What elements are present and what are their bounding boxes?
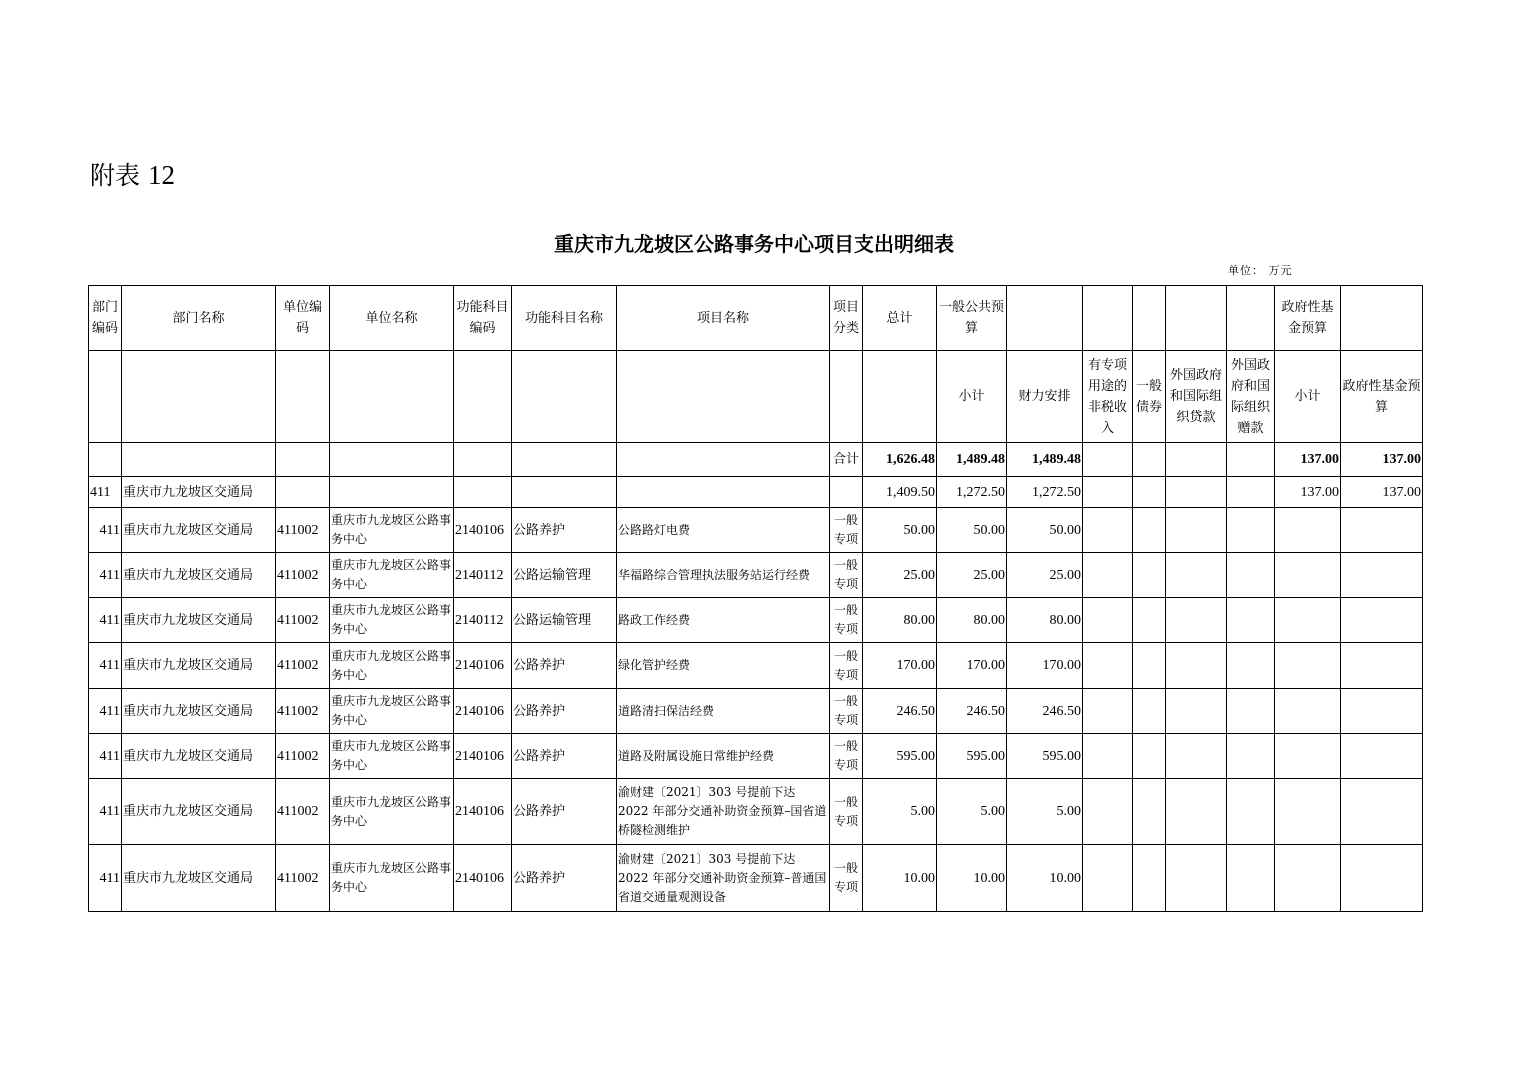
- row-dept-name: 重庆市九龙坡区交通局: [122, 689, 276, 734]
- header-project-name: 项目名称: [617, 286, 830, 351]
- cell-empty: [1166, 508, 1227, 553]
- dept-row-financial: 1,272.50: [1007, 477, 1083, 508]
- row-func-code: 2140106: [454, 845, 512, 912]
- row-func-code: 2140106: [454, 689, 512, 734]
- row-dept-name: 重庆市九龙坡区交通局: [122, 553, 276, 598]
- cell-empty: [1341, 553, 1423, 598]
- cell-empty: [1341, 779, 1423, 845]
- dept-row-name: 重庆市九龙坡区交通局: [122, 477, 276, 508]
- header-subtotal: 小计: [937, 351, 1007, 443]
- cell-empty: [330, 443, 454, 477]
- row-func-name: 公路运输管理: [512, 598, 617, 643]
- row-unit-code: 411002: [276, 553, 330, 598]
- row-dept-name: 重庆市九龙坡区交通局: [122, 598, 276, 643]
- cell-empty: [1227, 734, 1275, 779]
- row-dept-name: 重庆市九龙坡区交通局: [122, 508, 276, 553]
- row-project-name: 公路路灯电费: [617, 508, 830, 553]
- row-total: 25.00: [863, 553, 937, 598]
- table-row: [89, 598, 1423, 643]
- cell-empty: [1227, 598, 1275, 643]
- cell-empty: [1133, 689, 1166, 734]
- row-subtotal: 170.00: [937, 643, 1007, 689]
- project-expense-table: [88, 285, 1423, 912]
- cell-empty: [1275, 845, 1341, 912]
- row-func-name: 公路养护: [512, 508, 617, 553]
- row-financial: 50.00: [1007, 508, 1083, 553]
- header-empty: [1341, 286, 1423, 351]
- cell-empty: [1275, 508, 1341, 553]
- header-loan: 外国政府和国际组织贷款: [1166, 351, 1227, 443]
- total-total: 1,626.48: [863, 443, 937, 477]
- row-unit-name: 重庆市九龙坡区公路事务中心: [330, 689, 454, 734]
- header-dept-code: 部门编码: [89, 286, 122, 351]
- row-project-type: 一般专项: [830, 845, 863, 912]
- cell-empty: [1133, 779, 1166, 845]
- row-financial: 10.00: [1007, 845, 1083, 912]
- row-project-name: 华福路综合管理执法服务站运行经费: [617, 553, 830, 598]
- cell-empty: [1133, 598, 1166, 643]
- row-unit-code: 411002: [276, 643, 330, 689]
- cell-empty: [1133, 845, 1166, 912]
- cell-empty: [1133, 477, 1166, 508]
- header-empty: [1166, 286, 1227, 351]
- cell-empty: [1166, 553, 1227, 598]
- cell-empty: [1083, 477, 1133, 508]
- row-func-name: 公路养护: [512, 779, 617, 845]
- total-fund-budget: 137.00: [1341, 443, 1423, 477]
- row-dept-name: 重庆市九龙坡区交通局: [122, 845, 276, 912]
- row-project-name: 绿化管护经费: [617, 643, 830, 689]
- row-unit-code: 411002: [276, 734, 330, 779]
- row-dept-code: 411: [89, 779, 122, 845]
- row-dept-code: 411: [89, 734, 122, 779]
- table-row: [89, 734, 1423, 779]
- row-project-name: 道路及附属设施日常维护经费: [617, 734, 830, 779]
- table-row: [89, 779, 1423, 845]
- row-subtotal: 5.00: [937, 779, 1007, 845]
- row-func-code: 2140112: [454, 553, 512, 598]
- header-func-name: 功能科目名称: [512, 286, 617, 351]
- row-func-code: 2140112: [454, 598, 512, 643]
- table-row: [89, 689, 1423, 734]
- dept-row-subtotal: 1,272.50: [937, 477, 1007, 508]
- cell-empty: [1166, 643, 1227, 689]
- header-empty: [89, 351, 122, 443]
- header-empty: [1133, 286, 1166, 351]
- cell-empty: [1341, 508, 1423, 553]
- row-total: 5.00: [863, 779, 937, 845]
- dept-row-total: 1,409.50: [863, 477, 937, 508]
- cell-empty: [330, 477, 454, 508]
- cell-empty: [1133, 443, 1166, 477]
- row-total: 80.00: [863, 598, 937, 643]
- header-empty: [1007, 286, 1083, 351]
- row-func-name: 公路养护: [512, 845, 617, 912]
- total-label: 合计: [830, 443, 863, 477]
- row-project-name: 道路清扫保洁经费: [617, 689, 830, 734]
- total-financial: 1,489.48: [1007, 443, 1083, 477]
- row-total: 595.00: [863, 734, 937, 779]
- table-row: [89, 553, 1423, 598]
- row-subtotal: 80.00: [937, 598, 1007, 643]
- header-bond: 一般债券: [1133, 351, 1166, 443]
- cell-empty: [1166, 845, 1227, 912]
- cell-empty: [1166, 689, 1227, 734]
- row-unit-code: 411002: [276, 845, 330, 912]
- row-unit-name: 重庆市九龙坡区公路事务中心: [330, 845, 454, 912]
- cell-empty: [1166, 598, 1227, 643]
- cell-empty: [1227, 643, 1275, 689]
- header-row-2: [89, 351, 1423, 443]
- row-subtotal: 246.50: [937, 689, 1007, 734]
- cell-empty: [1275, 598, 1341, 643]
- row-func-code: 2140106: [454, 643, 512, 689]
- cell-empty: [1275, 553, 1341, 598]
- header-unit-code: 单位编码: [276, 286, 330, 351]
- header-empty: [122, 351, 276, 443]
- cell-empty: [1341, 845, 1423, 912]
- header-empty: [1227, 286, 1275, 351]
- total-subtotal: 1,489.48: [937, 443, 1007, 477]
- row-dept-code: 411: [89, 508, 122, 553]
- cell-empty: [1275, 734, 1341, 779]
- row-project-type: 一般专项: [830, 734, 863, 779]
- row-subtotal: 50.00: [937, 508, 1007, 553]
- header-fund-budget: 政府性基金预算: [1341, 351, 1423, 443]
- cell-empty: [1083, 734, 1133, 779]
- header-project-type: 项目分类: [830, 286, 863, 351]
- row-subtotal: 10.00: [937, 845, 1007, 912]
- header-empty: [617, 351, 830, 443]
- row-subtotal: 25.00: [937, 553, 1007, 598]
- cell-empty: [454, 443, 512, 477]
- row-unit-name: 重庆市九龙坡区公路事务中心: [330, 734, 454, 779]
- row-financial: 25.00: [1007, 553, 1083, 598]
- row-func-code: 2140106: [454, 734, 512, 779]
- cell-empty: [1083, 598, 1133, 643]
- row-project-type: 一般专项: [830, 779, 863, 845]
- row-total: 170.00: [863, 643, 937, 689]
- header-fund-subtotal: 小计: [1275, 351, 1341, 443]
- cell-empty: [617, 477, 830, 508]
- cell-empty: [1083, 779, 1133, 845]
- header-financial: 财力安排: [1007, 351, 1083, 443]
- cell-empty: [1133, 734, 1166, 779]
- row-project-type: 一般专项: [830, 508, 863, 553]
- page-title: 重庆市九龙坡区公路事务中心项目支出明细表: [554, 232, 954, 256]
- header-nontax: 有专项用途的非税收入: [1083, 351, 1133, 443]
- cell-empty: [1341, 689, 1423, 734]
- header-row-1: [89, 286, 1423, 351]
- row-func-name: 公路养护: [512, 734, 617, 779]
- cell-empty: [1083, 508, 1133, 553]
- row-unit-code: 411002: [276, 779, 330, 845]
- cell-empty: [1083, 553, 1133, 598]
- row-func-name: 公路运输管理: [512, 553, 617, 598]
- header-empty: [454, 351, 512, 443]
- cell-empty: [1227, 779, 1275, 845]
- row-financial: 80.00: [1007, 598, 1083, 643]
- row-unit-name: 重庆市九龙坡区公路事务中心: [330, 553, 454, 598]
- cell-empty: [1083, 443, 1133, 477]
- cell-empty: [276, 443, 330, 477]
- row-dept-code: 411: [89, 643, 122, 689]
- row-project-type: 一般专项: [830, 689, 863, 734]
- row-financial: 170.00: [1007, 643, 1083, 689]
- row-unit-name: 重庆市九龙坡区公路事务中心: [330, 598, 454, 643]
- cell-empty: [512, 477, 617, 508]
- dept-row-fund-subtotal: 137.00: [1275, 477, 1341, 508]
- row-financial: 5.00: [1007, 779, 1083, 845]
- cell-empty: [276, 477, 330, 508]
- row-dept-code: 411: [89, 689, 122, 734]
- header-dept-name: 部门名称: [122, 286, 276, 351]
- dept-row: [89, 477, 1423, 508]
- cell-empty: [512, 443, 617, 477]
- row-dept-name: 重庆市九龙坡区交通局: [122, 643, 276, 689]
- cell-empty: [1166, 477, 1227, 508]
- header-empty: [330, 351, 454, 443]
- cell-empty: [1133, 508, 1166, 553]
- cell-empty: [454, 477, 512, 508]
- row-project-name: 路政工作经费: [617, 598, 830, 643]
- table-row: [89, 845, 1423, 912]
- row-project-type: 一般专项: [830, 643, 863, 689]
- row-func-code: 2140106: [454, 508, 512, 553]
- attachment-label: [90, 156, 176, 192]
- row-dept-name: 重庆市九龙坡区交通局: [122, 734, 276, 779]
- row-financial: 246.50: [1007, 689, 1083, 734]
- cell-empty: [1227, 845, 1275, 912]
- row-unit-name: 重庆市九龙坡区公路事务中心: [330, 643, 454, 689]
- row-project-name: 渝财建〔2021〕303 号提前下达 2022 年部分交通补助资金预算–普通国省道交通量观测设备: [617, 845, 830, 912]
- row-func-name: 公路养护: [512, 643, 617, 689]
- cell-empty: [1275, 689, 1341, 734]
- cell-empty: [1133, 643, 1166, 689]
- table-row: [89, 508, 1423, 553]
- row-total: 50.00: [863, 508, 937, 553]
- header-empty: [1083, 286, 1133, 351]
- attachment-label-text: 附表: [90, 161, 141, 190]
- cell-empty: [1341, 734, 1423, 779]
- header-func-code: 功能科目编码: [454, 286, 512, 351]
- cell-empty: [1083, 689, 1133, 734]
- cell-empty: [122, 443, 276, 477]
- cell-empty: [1083, 845, 1133, 912]
- cell-empty: [1227, 553, 1275, 598]
- dept-row-code: 411: [89, 477, 122, 508]
- header-empty: [512, 351, 617, 443]
- cell-empty: [617, 443, 830, 477]
- cell-empty: [1227, 477, 1275, 508]
- cell-empty: [1166, 779, 1227, 845]
- dept-row-fund-budget: 137.00: [1341, 477, 1423, 508]
- row-func-name: 公路养护: [512, 689, 617, 734]
- row-project-name: 渝财建〔2021〕303 号提前下达 2022 年部分交通补助资金预算–国省道桥隧检测维护: [617, 779, 830, 845]
- cell-empty: [1133, 553, 1166, 598]
- header-total: 总计: [863, 286, 937, 351]
- row-dept-name: 重庆市九龙坡区交通局: [122, 779, 276, 845]
- row-total: 10.00: [863, 845, 937, 912]
- cell-empty: [89, 443, 122, 477]
- header-empty: [863, 351, 937, 443]
- cell-empty: [1227, 443, 1275, 477]
- row-unit-name: 重庆市九龙坡区公路事务中心: [330, 779, 454, 845]
- row-financial: 595.00: [1007, 734, 1083, 779]
- total-row: [89, 443, 1423, 477]
- attachment-number: 12: [147, 160, 175, 190]
- table-row: [89, 643, 1423, 689]
- header-unit-name: 单位名称: [330, 286, 454, 351]
- header-grant: 外国政府和国际组织赠款: [1227, 351, 1275, 443]
- row-project-type: 一般专项: [830, 553, 863, 598]
- cell-empty: [1083, 643, 1133, 689]
- row-project-type: 一般专项: [830, 598, 863, 643]
- row-subtotal: 595.00: [937, 734, 1007, 779]
- cell-empty: [1275, 643, 1341, 689]
- header-empty: [830, 351, 863, 443]
- row-unit-name: 重庆市九龙坡区公路事务中心: [330, 508, 454, 553]
- row-unit-code: 411002: [276, 508, 330, 553]
- cell-empty: [1275, 779, 1341, 845]
- cell-empty: [1227, 689, 1275, 734]
- cell-empty: [1341, 643, 1423, 689]
- header-empty: [276, 351, 330, 443]
- unit-label: 单位： 万元: [1228, 264, 1293, 277]
- row-unit-code: 411002: [276, 598, 330, 643]
- header-general-budget: 一般公共预算: [937, 286, 1007, 351]
- cell-empty: [1341, 598, 1423, 643]
- row-dept-code: 411: [89, 598, 122, 643]
- row-dept-code: 411: [89, 553, 122, 598]
- header-gov-fund: 政府性基金预算: [1275, 286, 1341, 351]
- cell-empty: [1166, 443, 1227, 477]
- row-total: 246.50: [863, 689, 937, 734]
- row-func-code: 2140106: [454, 779, 512, 845]
- total-fund-subtotal: 137.00: [1275, 443, 1341, 477]
- cell-empty: [1227, 508, 1275, 553]
- row-dept-code: 411: [89, 845, 122, 912]
- row-unit-code: 411002: [276, 689, 330, 734]
- cell-empty: [830, 477, 863, 508]
- cell-empty: [1166, 734, 1227, 779]
